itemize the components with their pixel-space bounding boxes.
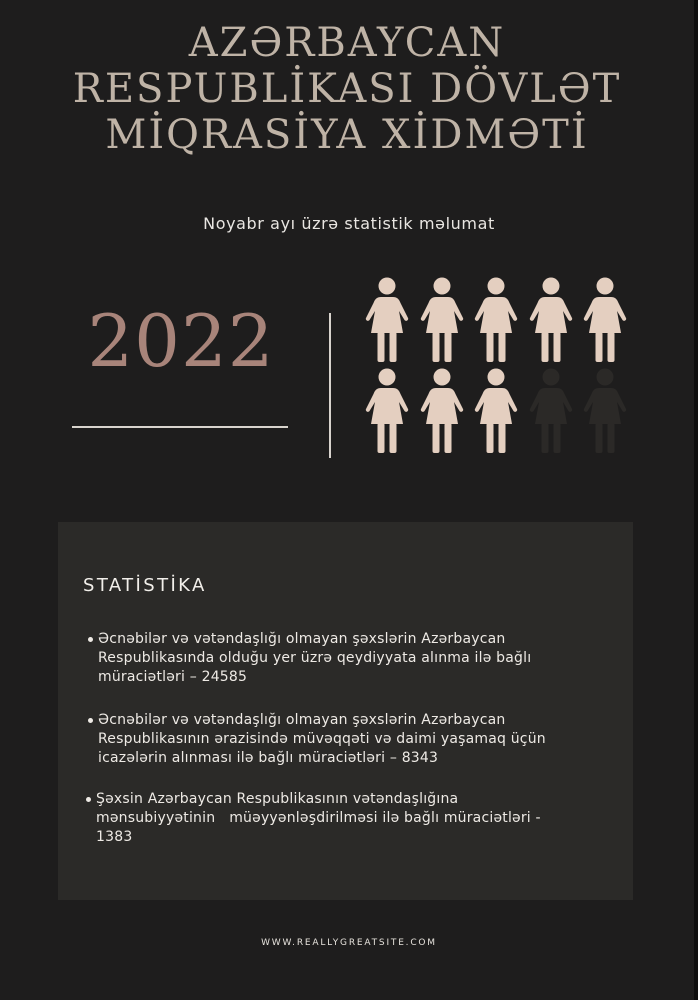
stat-item-1-line-2: Respublikasında olduğu yer üzrə qeydiyyata alınma ilə bağlı — [98, 650, 532, 666]
pictogram-grid — [364, 276, 636, 456]
title-line-3: MİQRASİYA XİDMƏTİ — [105, 112, 589, 158]
bullet-icon — [88, 718, 93, 723]
woman-figure-icon — [528, 276, 574, 364]
woman-figure-icon — [419, 367, 465, 455]
page-title — [0, 20, 694, 158]
statistics-panel — [58, 522, 633, 900]
woman-figure-icon — [582, 367, 628, 455]
year-underline-divider — [72, 426, 288, 428]
stat-item-2 — [98, 711, 628, 768]
website-footer: WWW.REALLYGREATSITE.COM — [261, 938, 437, 948]
stat-item-3 — [96, 790, 626, 847]
stat-item-1-line-3: müraciətləri – 24585 — [98, 669, 248, 685]
woman-figure-icon — [473, 276, 519, 364]
stat-item-2-line-3: icazələrin alınması ilə bağlı müraciətləri – 8343 — [98, 750, 439, 766]
statistics-heading: STATİSTİKA — [83, 575, 207, 596]
title-line-2: RESPUBLİKASI DÖVLƏT — [72, 66, 622, 112]
woman-figure-icon — [582, 276, 628, 364]
woman-figure-icon — [419, 276, 465, 364]
stat-item-1-line-1: Əcnəbilər və vətəndaşlığı olmayan şəxslərin Azərbaycan — [98, 631, 506, 647]
stat-item-3-line-2: mənsubiyyətinin müəyyənləşdirilməsi ilə bağlı müraciətləri - — [96, 810, 541, 826]
subtitle: Noyabr ayı üzrə statistik məlumat — [203, 214, 495, 233]
stat-item-2-line-2: Respublikasının ərazisində müvəqqəti və daimi yaşamaq üçün — [98, 731, 546, 747]
year-label: 2022 — [87, 299, 275, 383]
title-line-1: AZƏRBAYCAN — [188, 20, 506, 66]
stat-item-3-line-3: 1383 — [96, 829, 133, 845]
woman-figure-icon — [364, 276, 410, 364]
stat-item-2-line-1: Əcnəbilər və vətəndaşlığı olmayan şəxslərin Azərbaycan — [98, 712, 506, 728]
vertical-divider — [329, 313, 331, 458]
stat-item-3-line-1: Şəxsin Azərbaycan Respublikasının vətəndaşlığına — [96, 791, 459, 807]
bullet-icon — [88, 637, 93, 642]
stat-item-1 — [98, 630, 618, 687]
woman-figure-icon — [528, 367, 574, 455]
woman-figure-icon — [364, 367, 410, 455]
woman-figure-icon — [473, 367, 519, 455]
bullet-icon — [86, 797, 91, 802]
